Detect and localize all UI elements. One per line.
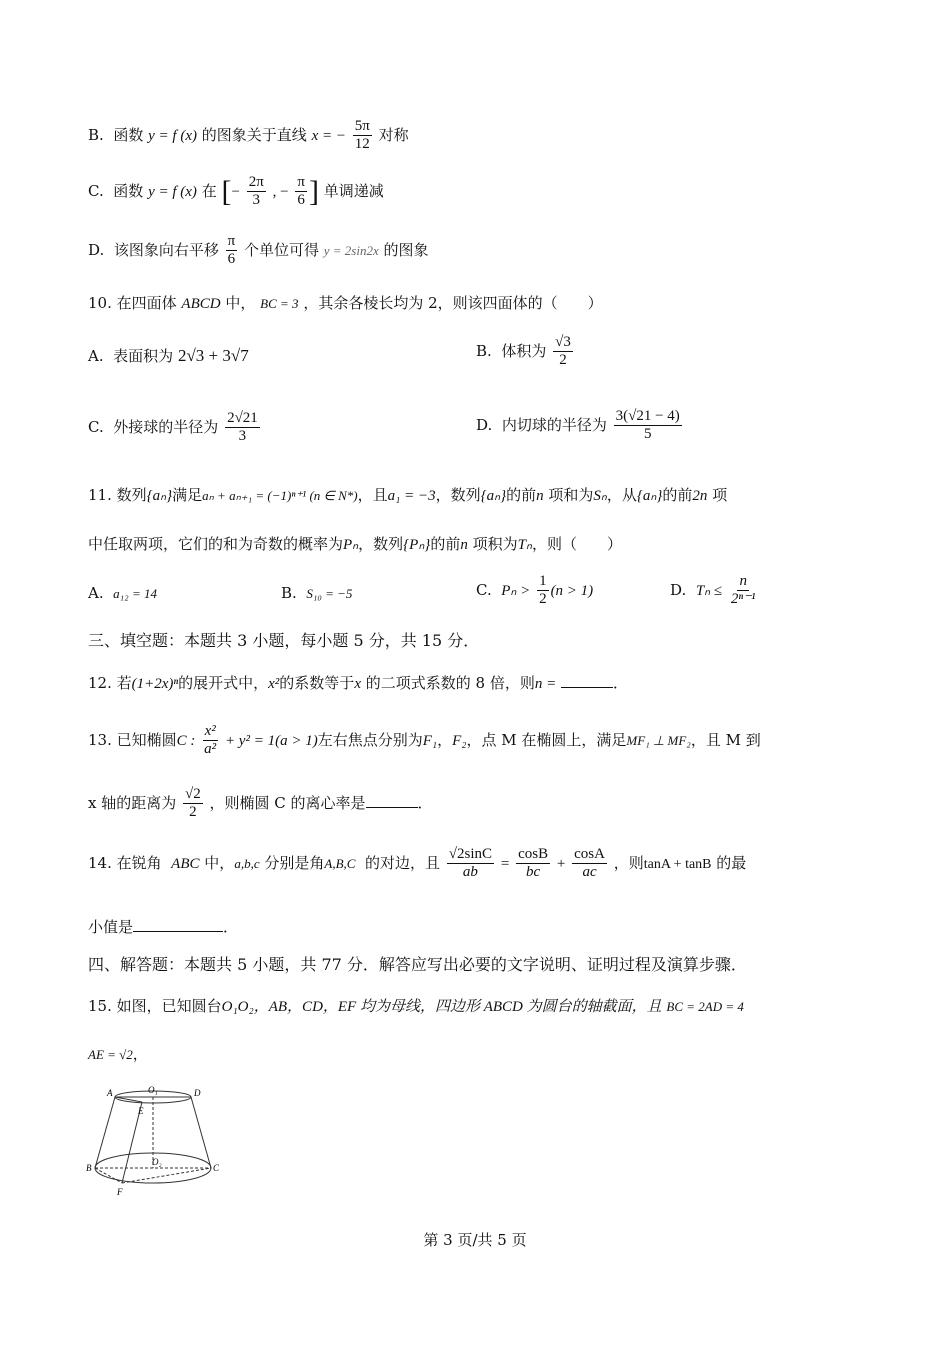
label-A: A — [107, 1088, 113, 1098]
q11-option-c: C. Pₙ > $\frac{1}{2}$ (n > 1) — [476, 573, 594, 608]
q10-option-a: A. 表面积为 2√3 + 3√7 — [88, 346, 249, 365]
frustum-figure — [84, 1082, 224, 1204]
label-B: B — [86, 1163, 92, 1173]
q11-stem-line2: 中任取两项，它们的和为奇数的概率为Pₙ，数列{Pₙ}的前n 项积为Tₙ，则（ ） — [88, 535, 622, 553]
q11-option-a: A. a₁₂ = 14 — [88, 584, 157, 602]
q9-option-d: D. 该图象向右平移 $\frac{\pi}{6}$ 个单位可得 y = 2sin2x 的图象 — [88, 233, 429, 268]
q10-option-b: B. 体积为 $\frac{√3}{2}$ — [476, 334, 571, 369]
q10-option-c: C. 外接球的半径为 $\frac{2√21}{3}$ — [88, 410, 258, 445]
q11-option-b: B. S₁₀ = −5 — [281, 584, 353, 602]
label-C: C — [213, 1163, 220, 1173]
q9-option-b: B. 函数 y = f (x) 的图象关于直线 x = − $\frac{5\pi}{12}$ 对称 — [88, 118, 409, 153]
q13-line1: 13. 已知椭圆C : $\frac{\text{x²}}{\text{a²}}$ + y² = 1(a > 1)左右焦点分别为F₁，F₂，点 M 在椭圆上，满足MF₁ ⊥ MF₂，且 M 到 — [88, 723, 761, 758]
label-O1: O₁ — [148, 1085, 158, 1095]
q14-line2: 小值是 ． — [88, 918, 239, 936]
page-footer: 第 3 页/共 5 页 — [423, 1231, 527, 1249]
section-3-heading: 三、填空题：本题共 3 小题，每小题 5 分，共 15 分． — [88, 631, 480, 650]
q11-option-d: D. Tₙ ≤ $\frac{n}{\text{2ⁿ⁻¹}}$ — [670, 573, 756, 608]
q10-stem: 10. 在四面体 ABCD 中， BC = 3 ，其余各棱长均为 2，则该四面体的（ ） — [88, 294, 603, 312]
q13-line2: x 轴的距离为 $\frac{√2}{2}$ ，则椭圆 C 的离心率是 ． — [88, 786, 433, 821]
q15-line2: AE = √2， — [88, 1045, 148, 1063]
label-D: D — [194, 1088, 201, 1098]
label-E: E — [138, 1106, 144, 1116]
q10-option-d: D. 内切球的半径为 $\frac{3(√21 - 4)}{5}$ — [476, 408, 680, 443]
q9-option-c: C. 函数 y = f (x) 在 [− $\frac{2\pi}{3}$ , − $\frac{\pi}{6}$ ] 单调递减 — [88, 174, 384, 209]
q14-line1: 14. 在锐角 ABC 中，a,b,c 分别是角A,B,C 的对边，且 $\frac{√2\sin C}{ab}$ = $\frac{\cos B}{bc}$ + $\frac{\cos A}{ac}$ ，则tanA + tanB 的最 — [88, 846, 747, 881]
label-F: F — [117, 1187, 123, 1197]
q11-stem-line1: 11. 数列{aₙ}满足aₙ + aₙ₊₁ = (−1)ⁿ⁺¹ (n ∈ N*)，且a₁ = −3，数列{aₙ}的前n 项和为Sₙ，从{aₙ}的前2n 项 — [88, 486, 728, 504]
label-O2: O₂ — [152, 1157, 162, 1167]
section-4-heading: 四、解答题：本题共 5 小题，共 77 分．解答应写出必要的文字说明、证明过程及演算步骤． — [88, 955, 747, 974]
q12: 12. 若(1+2x)ⁿ的展开式中，x²的系数等于x 的二项式系数的 8 倍，则n = ． — [88, 674, 629, 692]
q15-line1: 15. 如图，已知圆台O₁O₂，AB，CD，EF 均为母线，四边形 ABCD 为圆台的轴截面，且 BC = 2AD = 4 — [88, 997, 744, 1015]
